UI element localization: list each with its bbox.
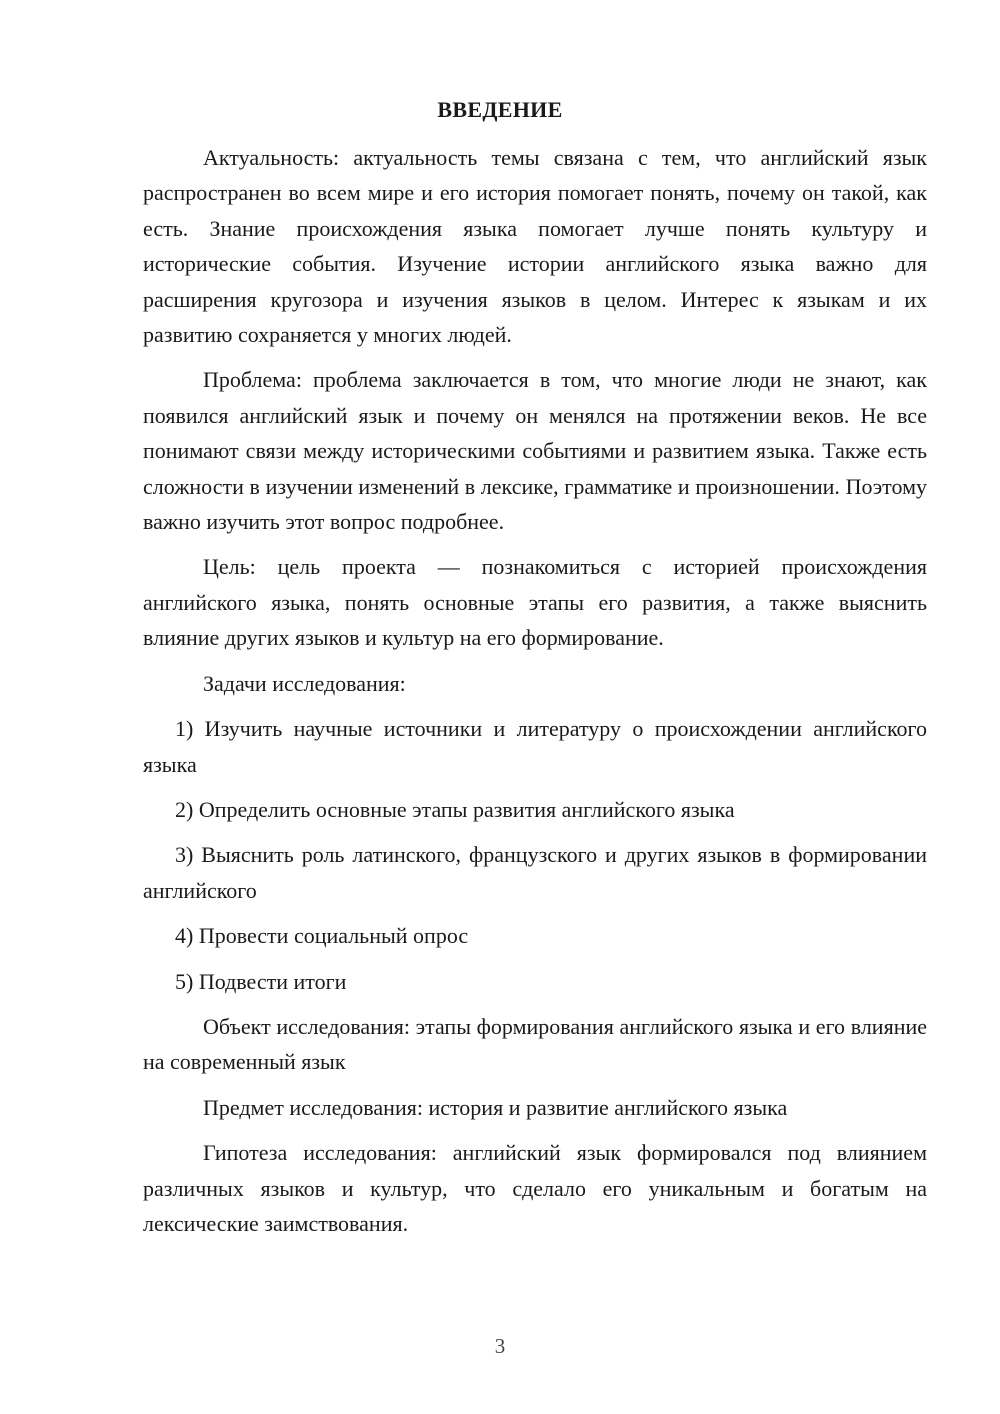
paragraph-subject: Предмет исследования: история и развитие английского языка bbox=[203, 1094, 788, 1120]
page-number: 3 bbox=[494, 1334, 506, 1358]
paragraph-goal: Цель: цель проекта — познакомиться с историей происхождения английского языка, понять основные этапы его развития, а также выяснить влияние других языков и культур на его формирование. bbox=[143, 554, 927, 651]
paragraph-hypothesis: Гипотеза исследования: английский язык формировался под влиянием различных языков и культур, что сделало его уникальным и богатым на лексические заимствования. bbox=[143, 1140, 927, 1236]
paragraph-relevance: Актуальность: актуальность темы связана с тем, что английский язык распространен во всем мире и его история помогает понять, почему он такой, как есть. Знание происхождения языка помогает лучше понять культуру и исторические события. Изучение истории английского языка важно для расширения кругозора и изучения языков в целом. Интерес к языкам и их развитию сохраняется у многих людей. bbox=[143, 145, 927, 348]
paragraph-problem: Проблема: проблема заключается в том, что многие люди не знают, как появился английский язык и почему он менялся на протяжении веков. Не все понимают связи между историческими событиями и развитием языка. Также есть сложности в изучении изменений в лексике, грамматике и произношении. Поэтому важно изучить этот вопрос подробнее. bbox=[143, 367, 927, 535]
page-title: ВВЕДЕНИЕ bbox=[437, 97, 563, 122]
paragraph-tasks-heading: Задачи исследования: bbox=[203, 670, 406, 696]
task-item: 4) Провести социальный опрос bbox=[175, 923, 469, 949]
task-item: 5) Подвести итоги bbox=[175, 968, 347, 994]
task-item: 1) Изучить научные источники и литературу о происхождении английского языка bbox=[143, 716, 927, 777]
task-item: 3) Выяснить роль латинского, французского и других языков в формировании английского bbox=[143, 842, 927, 903]
paragraph-object: Объект исследования: этапы формирования английского языка и его влияние на современный язык bbox=[143, 1013, 927, 1075]
document-body bbox=[143, 140, 927, 1251]
task-item: 2) Определить основные этапы развития английского языка bbox=[175, 796, 735, 822]
